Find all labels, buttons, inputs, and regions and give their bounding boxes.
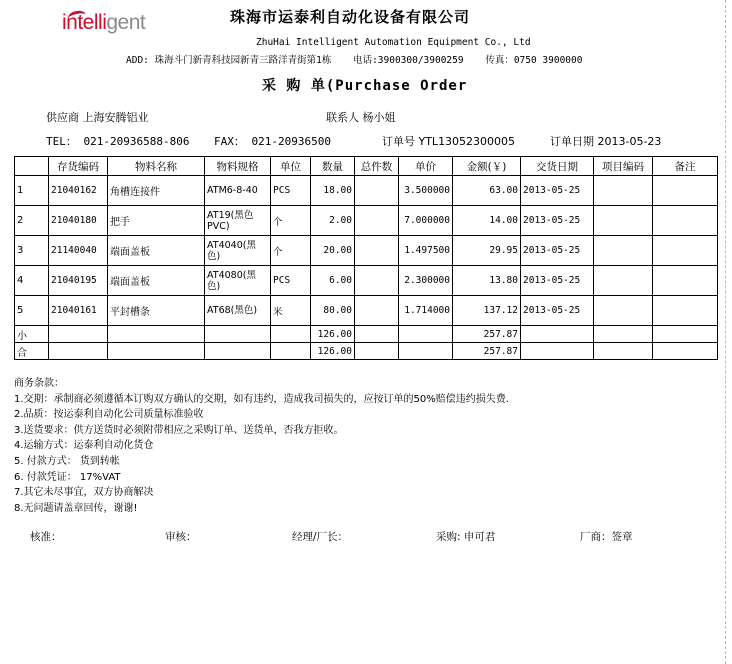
sign-manager: 经理/厂长： bbox=[292, 531, 349, 543]
table-header-row bbox=[15, 157, 718, 176]
subtotal-label: 小 bbox=[15, 326, 49, 343]
col-header-name: 物料名称 bbox=[108, 157, 205, 176]
col-header-code: 存货编码 bbox=[49, 157, 108, 176]
subtotal-empty bbox=[108, 326, 205, 343]
cell-name: 把手 bbox=[108, 206, 205, 236]
sign-purchaser: 采购: 申可君 bbox=[436, 531, 496, 543]
total-label: 合 bbox=[15, 343, 49, 360]
col-header-total-pcs: 总件数 bbox=[355, 157, 399, 176]
cell-qty: 80.00 bbox=[311, 296, 355, 326]
page-edge-divider bbox=[725, 0, 726, 664]
cell-date: 2013-05-25 bbox=[521, 176, 594, 206]
cell-qty: 6.00 bbox=[311, 266, 355, 296]
col-header-project: 项目编码 bbox=[594, 157, 653, 176]
subtotal-empty bbox=[49, 326, 108, 343]
total-empty bbox=[594, 343, 653, 360]
cell-code: 21140040 bbox=[49, 236, 108, 266]
cell-amount: 137.12 bbox=[453, 296, 521, 326]
cell-spec: AT19(黑色PVC) bbox=[205, 206, 271, 236]
total-empty bbox=[205, 343, 271, 360]
supplier-label: 供应商 上海安腾铝业 bbox=[46, 111, 149, 124]
cell-price: 7.000000 bbox=[399, 206, 453, 236]
subtotal-qty: 126.00 bbox=[311, 326, 355, 343]
cell-total-pcs bbox=[355, 266, 399, 296]
col-header-price: 单价 bbox=[399, 157, 453, 176]
cell-date: 2013-05-25 bbox=[521, 266, 594, 296]
cell-spec: AT68(黑色) bbox=[205, 296, 271, 326]
cell-unit: PCS bbox=[271, 266, 311, 296]
cell-total-pcs bbox=[355, 206, 399, 236]
total-empty bbox=[271, 343, 311, 360]
subtotal-empty bbox=[594, 326, 653, 343]
document-title: 采 购 单(Purchase Order bbox=[262, 78, 468, 94]
cell-name: 端面盖板 bbox=[108, 236, 205, 266]
total-row bbox=[15, 343, 718, 360]
cell-project bbox=[594, 206, 653, 236]
col-header-amount: 金额(￥) bbox=[453, 157, 521, 176]
table-row bbox=[15, 176, 718, 206]
cell-date: 2013-05-25 bbox=[521, 236, 594, 266]
table-row bbox=[15, 236, 718, 266]
terms-item: 4.运输方式：运泰利自动化货仓 bbox=[14, 440, 154, 452]
cell-code: 21040195 bbox=[49, 266, 108, 296]
col-header-unit: 单位 bbox=[271, 157, 311, 176]
order-number: 订单号 YTL13052300005 bbox=[382, 135, 516, 148]
cell-price: 1.714000 bbox=[399, 296, 453, 326]
total-empty bbox=[108, 343, 205, 360]
total-empty bbox=[653, 343, 718, 360]
contact-label: 联系人 杨小姐 bbox=[326, 111, 396, 124]
table-row bbox=[15, 296, 718, 326]
cell-note bbox=[653, 236, 718, 266]
cell-total-pcs bbox=[355, 176, 399, 206]
cell-total-pcs bbox=[355, 236, 399, 266]
cell-qty: 20.00 bbox=[311, 236, 355, 266]
cell-qty: 18.00 bbox=[311, 176, 355, 206]
cell-unit: 个 bbox=[271, 206, 311, 236]
col-header-date: 交货日期 bbox=[521, 157, 594, 176]
cell-code: 21040161 bbox=[49, 296, 108, 326]
total-amount: 257.87 bbox=[453, 343, 521, 360]
terms-item: 3.送货要求：供方送货时必须附带相应之采购订单、送货单，否我方拒收。 bbox=[14, 424, 344, 436]
terms-heading: 商务条款： bbox=[14, 378, 64, 389]
cell-total-pcs bbox=[355, 296, 399, 326]
total-empty bbox=[399, 343, 453, 360]
cell-unit: 米 bbox=[271, 296, 311, 326]
cell-note bbox=[653, 266, 718, 296]
company-name-cn: 珠海市运泰利自动化设备有限公司 bbox=[230, 8, 471, 26]
cell-amount: 14.00 bbox=[453, 206, 521, 236]
subtotal-amount: 257.87 bbox=[453, 326, 521, 343]
cell-note bbox=[653, 296, 718, 326]
total-empty bbox=[521, 343, 594, 360]
cell-no: 4 bbox=[15, 266, 49, 296]
total-empty bbox=[355, 343, 399, 360]
terms-item: 6. 付款凭证： 17%VAT bbox=[14, 471, 121, 483]
cell-code: 21040180 bbox=[49, 206, 108, 236]
cell-project bbox=[594, 236, 653, 266]
company-name-en: ZhuHai Intelligent Automation Equipment Co., Ltd bbox=[256, 37, 531, 48]
cell-code: 21040162 bbox=[49, 176, 108, 206]
terms-item: 2.品质：按运泰利自动化公司质量标准验收 bbox=[14, 409, 204, 421]
cell-spec: ATM6-8-40 bbox=[205, 176, 271, 206]
cell-note bbox=[653, 176, 718, 206]
cell-amount: 63.00 bbox=[453, 176, 521, 206]
cell-spec: AT4080(黑色) bbox=[205, 266, 271, 296]
subtotal-empty bbox=[399, 326, 453, 343]
company-address: ADD: 珠海斗门新青科技园新青三路洋青街第1栋 bbox=[126, 55, 332, 66]
logo-text-intelli: intelli bbox=[62, 11, 107, 34]
terms-item: 5. 付款方式： 货到转帐 bbox=[14, 455, 120, 467]
cell-name: 角槽连接件 bbox=[108, 176, 205, 206]
cell-no: 2 bbox=[15, 206, 49, 236]
supplier-fax: FAX： 021-20936500 bbox=[214, 135, 331, 148]
business-terms bbox=[14, 376, 509, 516]
cell-amount: 29.95 bbox=[453, 236, 521, 266]
cell-project bbox=[594, 176, 653, 206]
sign-review: 审核： bbox=[165, 531, 197, 543]
cell-name: 平封槽条 bbox=[108, 296, 205, 326]
cell-project bbox=[594, 266, 653, 296]
terms-item: 8.无问题请盖章回传，谢谢! bbox=[14, 502, 138, 514]
company-fax: 传真：0750 3900000 bbox=[485, 55, 583, 66]
cell-no: 5 bbox=[15, 296, 49, 326]
logo-text-gent: gent bbox=[106, 11, 146, 34]
col-header-spec: 物料规格 bbox=[205, 157, 271, 176]
cell-no: 1 bbox=[15, 176, 49, 206]
subtotal-empty bbox=[271, 326, 311, 343]
terms-item: 7.其它未尽事宜，双方协商解决 bbox=[14, 487, 154, 499]
table-row bbox=[15, 206, 718, 236]
col-header-qty: 数量 bbox=[311, 157, 355, 176]
cell-unit: PCS bbox=[271, 176, 311, 206]
cell-spec: AT4040(黑色) bbox=[205, 236, 271, 266]
subtotal-empty bbox=[521, 326, 594, 343]
col-header-note: 备注 bbox=[653, 157, 718, 176]
cell-price: 1.497500 bbox=[399, 236, 453, 266]
total-empty bbox=[49, 343, 108, 360]
terms-item: 1.交期：承制商必须遵循本订购双方确认的交期，如有违约，造成我司损失的，应按订单的50%赔偿违约损失费. bbox=[14, 393, 509, 405]
subtotal-empty bbox=[653, 326, 718, 343]
cell-price: 2.300000 bbox=[399, 266, 453, 296]
company-phone: 电话:3900300/3900259 bbox=[353, 55, 464, 66]
supplier-tel: TEL： 021-20936588-806 bbox=[46, 135, 190, 148]
col-header-no bbox=[15, 157, 49, 176]
purchase-items-table bbox=[14, 156, 718, 360]
cell-qty: 2.00 bbox=[311, 206, 355, 236]
cell-name: 端面盖板 bbox=[108, 266, 205, 296]
table-row bbox=[15, 266, 718, 296]
cell-date: 2013-05-25 bbox=[521, 296, 594, 326]
order-date: 订单日期 2013-05-23 bbox=[550, 135, 662, 148]
total-qty: 126.00 bbox=[311, 343, 355, 360]
subtotal-empty bbox=[355, 326, 399, 343]
cell-price: 3.500000 bbox=[399, 176, 453, 206]
sign-approve: 核准： bbox=[30, 531, 62, 543]
cell-note bbox=[653, 206, 718, 236]
cell-unit: 个 bbox=[271, 236, 311, 266]
cell-project bbox=[594, 296, 653, 326]
company-logo bbox=[62, 9, 192, 37]
cell-amount: 13.80 bbox=[453, 266, 521, 296]
subtotal-empty bbox=[205, 326, 271, 343]
subtotal-row bbox=[15, 326, 718, 343]
cell-no: 3 bbox=[15, 236, 49, 266]
company-address-line bbox=[126, 52, 598, 66]
cell-date: 2013-05-25 bbox=[521, 206, 594, 236]
sign-vendor: 厂商：签章 bbox=[580, 531, 633, 543]
